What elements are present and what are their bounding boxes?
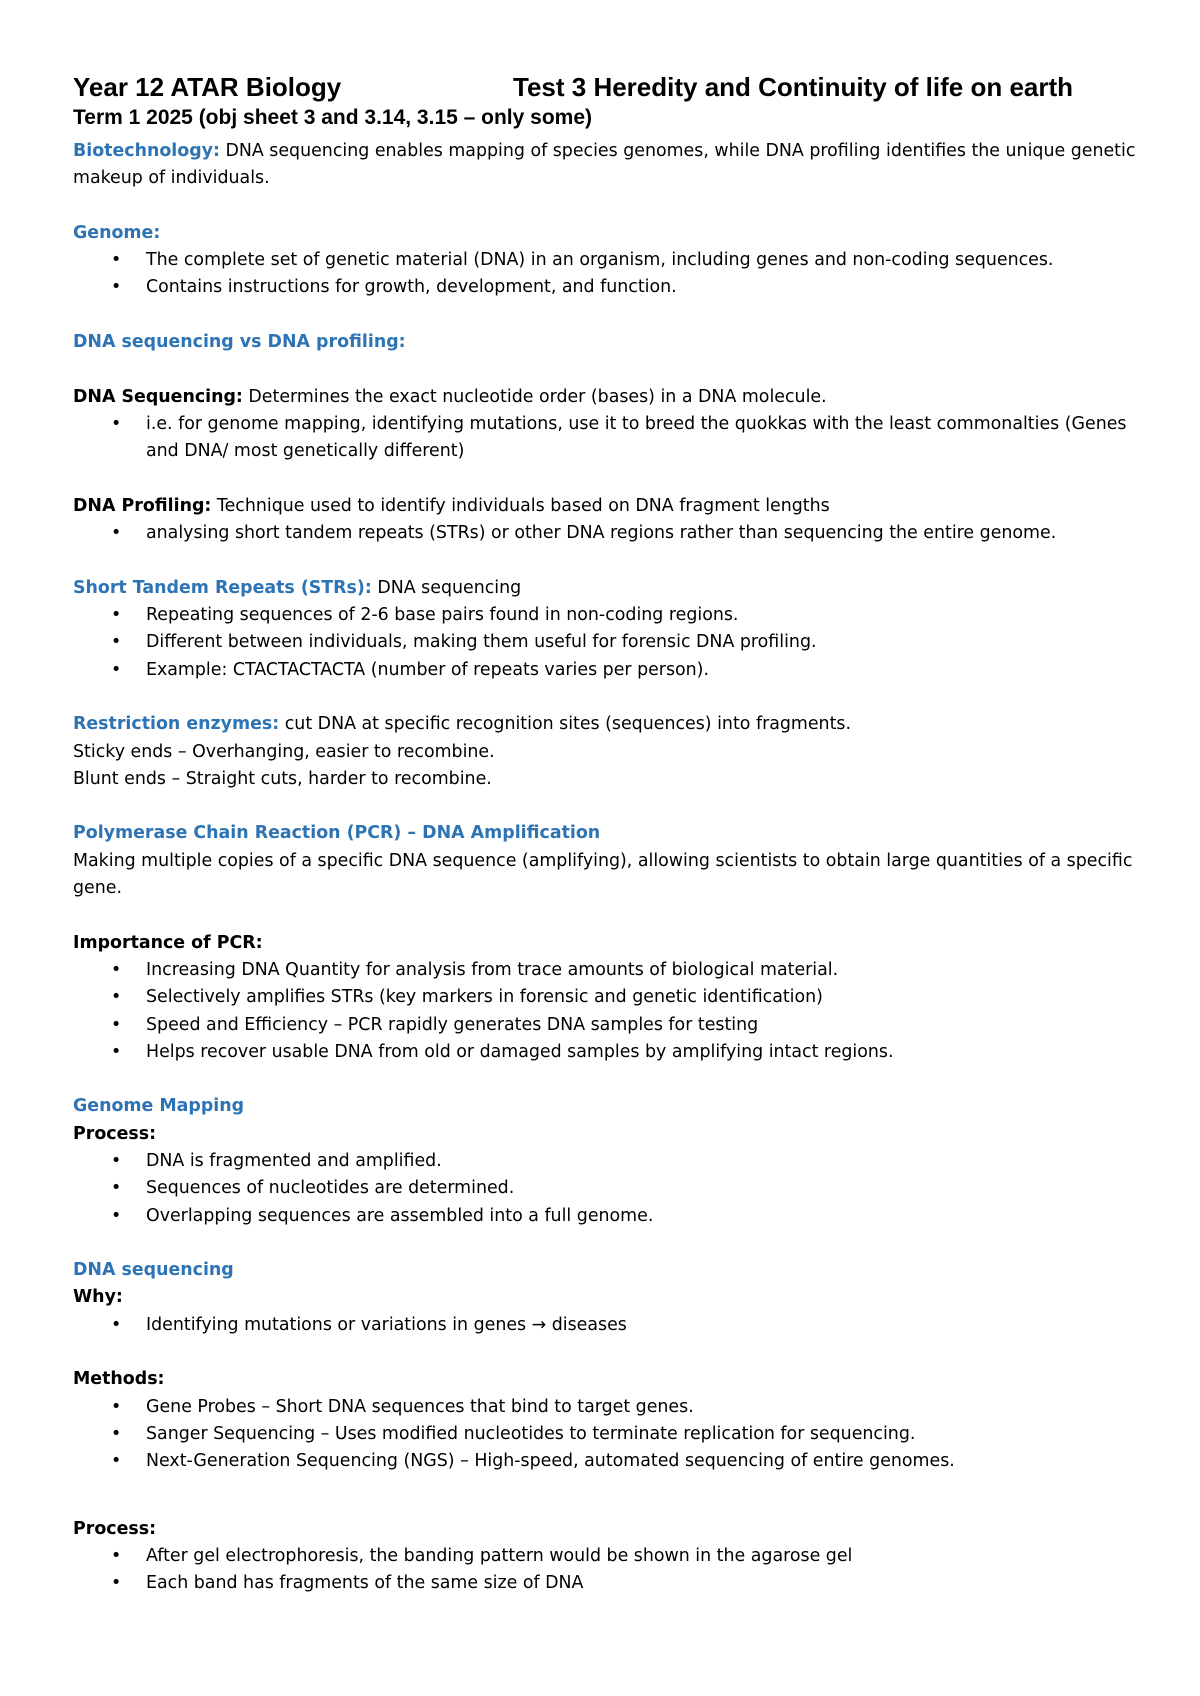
- methods-list: [73, 1394, 1143, 1476]
- pcr-importance-list: [73, 957, 1143, 1066]
- bullet-icon: •: [111, 277, 122, 298]
- list-item-text: Each band has fragments of the same size of DNA: [146, 1573, 584, 1594]
- list-item-text: Identifying mutations or variations in genes → diseases: [146, 1314, 627, 1335]
- list-item: [73, 657, 1143, 684]
- str-text: DNA sequencing: [371, 577, 522, 598]
- dna-profiling-text: Technique used to identify individuals based on DNA fragment lengths: [211, 495, 830, 516]
- dna-profiling-paragraph: [73, 493, 1143, 520]
- list-item: [73, 247, 1143, 274]
- list-item-text: Sequences of nucleotides are determined.: [146, 1178, 515, 1199]
- bullet-icon: •: [111, 605, 122, 626]
- process-list: [73, 1543, 1143, 1598]
- genome-mapping-list: [73, 1148, 1143, 1230]
- list-item: [73, 274, 1143, 301]
- str-paragraph: [73, 575, 1143, 602]
- bullet-icon: •: [111, 413, 122, 434]
- list-item: [73, 1148, 1143, 1175]
- sticky-ends-line: Sticky ends – Overhanging, easier to recombine.: [73, 741, 495, 762]
- bullet-icon: •: [111, 659, 122, 680]
- genome-heading: Genome:: [73, 222, 161, 243]
- course-title: Year 12 ATAR Biology: [73, 72, 342, 102]
- dna-sequencing-list: [73, 411, 1143, 466]
- bullet-icon: •: [111, 959, 122, 980]
- list-item: [73, 411, 1143, 466]
- blunt-ends-line: Blunt ends – Straight cuts, harder to recombine.: [73, 768, 492, 789]
- term-subtitle: Term 1 2025 (obj sheet 3 and 3.14, 3.15 – only some): [73, 106, 593, 129]
- list-item: [73, 984, 1143, 1011]
- bullet-icon: •: [111, 1014, 122, 1035]
- test-title: Test 3 Heredity and Continuity of life on earth: [513, 72, 1074, 102]
- methods-label: Methods:: [73, 1369, 165, 1390]
- seq-vs-prof-heading: DNA sequencing vs DNA profiling:: [73, 332, 406, 353]
- biotech-heading: Biotechnology:: [73, 141, 220, 161]
- list-item: [73, 1175, 1143, 1202]
- bullet-icon: •: [111, 1451, 122, 1472]
- list-item-text: Selectively amplifies STRs (key markers in forensic and genetic identification): [146, 987, 823, 1008]
- genome-mapping-process-label: Process:: [73, 1123, 157, 1144]
- restriction-heading: Restriction enzymes:: [73, 714, 280, 735]
- pcr-importance-label: Importance of PCR:: [73, 932, 263, 953]
- list-item: [73, 629, 1143, 656]
- list-item-text: Sanger Sequencing – Uses modified nucleotides to terminate replication for sequencing.: [146, 1423, 916, 1444]
- process-label: Process:: [73, 1518, 157, 1539]
- biotech-paragraph: [73, 138, 1143, 193]
- bullet-icon: •: [111, 523, 122, 544]
- list-item-text: Speed and Efficiency – PCR rapidly generates DNA samples for testing: [146, 1014, 759, 1035]
- list-item-text: After gel electrophoresis, the banding pattern would be shown in the agarose gel: [146, 1545, 853, 1566]
- list-item: [73, 1570, 1143, 1597]
- str-list: [73, 602, 1143, 684]
- list-item-text: Contains instructions for growth, development, and function.: [146, 277, 677, 298]
- list-item-text: Increasing DNA Quantity for analysis from trace amounts of biological material.: [146, 959, 839, 980]
- list-item-text: Example: CTACTACTACTA (number of repeats varies per person).: [146, 659, 709, 680]
- list-item: [73, 1543, 1143, 1570]
- bullet-icon: •: [111, 1178, 122, 1199]
- why-label: Why:: [73, 1287, 123, 1308]
- bullet-icon: •: [111, 987, 122, 1008]
- bullet-icon: •: [111, 1205, 122, 1226]
- pcr-text: Making multiple copies of a specific DNA sequence (amplifying), allowing scientists to obtain large quantities of a specific gene.: [73, 850, 1133, 899]
- document-body: [73, 138, 1143, 1597]
- bullet-icon: •: [111, 1573, 122, 1594]
- bullet-icon: •: [111, 1423, 122, 1444]
- dna-sequencing-heading: DNA sequencing: [73, 1260, 234, 1281]
- bullet-icon: •: [111, 250, 122, 271]
- bullet-icon: •: [111, 1314, 122, 1335]
- list-item-text: analysing short tandem repeats (STRs) or other DNA regions rather than sequencing the entire genome.: [146, 523, 1057, 544]
- document-title: [73, 70, 1143, 104]
- list-item-text: Gene Probes – Short DNA sequences that bind to target genes.: [146, 1396, 694, 1417]
- dna-profiling-list: [73, 520, 1143, 547]
- list-item-text: i.e. for genome mapping, identifying mutations, use it to breed the quokkas with the least commonalties (Genes and DNA/ most genetically different): [146, 413, 1127, 462]
- dna-profiling-label: DNA Profiling:: [73, 495, 212, 516]
- list-item: [73, 1421, 1143, 1448]
- restriction-text: cut DNA at specific recognition sites (sequences) into fragments.: [279, 714, 851, 735]
- list-item-text: The complete set of genetic material (DNA) in an organism, including genes and non-coding sequences.: [146, 250, 1054, 271]
- list-item: [73, 1448, 1143, 1475]
- list-item: [73, 1039, 1143, 1066]
- document-page: [73, 70, 1143, 1597]
- restriction-paragraph: [73, 711, 1143, 738]
- list-item-text: Different between individuals, making them useful for forensic DNA profiling.: [146, 632, 817, 653]
- list-item: [73, 1312, 1143, 1339]
- dna-sequencing-label: DNA Sequencing:: [73, 386, 243, 407]
- list-item-text: Next-Generation Sequencing (NGS) – High-speed, automated sequencing of entire genomes.: [146, 1451, 955, 1472]
- list-item-text: Repeating sequences of 2-6 base pairs found in non-coding regions.: [146, 605, 739, 626]
- bullet-icon: •: [111, 1545, 122, 1566]
- genome-mapping-heading: Genome Mapping: [73, 1096, 245, 1117]
- list-item: [73, 1203, 1143, 1230]
- list-item: [73, 1012, 1143, 1039]
- biotech-text: DNA sequencing enables mapping of species genomes, while DNA profiling identifies the unique genetic makeup of individuals.: [73, 141, 1136, 189]
- bullet-icon: •: [111, 1396, 122, 1417]
- list-item: [73, 602, 1143, 629]
- list-item: [73, 1394, 1143, 1421]
- list-item-text: Helps recover usable DNA from old or damaged samples by amplifying intact regions.: [146, 1041, 894, 1062]
- bullet-icon: •: [111, 1150, 122, 1171]
- list-item: [73, 520, 1143, 547]
- list-item-text: DNA is fragmented and amplified.: [146, 1150, 442, 1171]
- genome-list: [73, 247, 1143, 302]
- str-heading: Short Tandem Repeats (STRs):: [73, 577, 372, 598]
- list-item-text: Overlapping sequences are assembled into a full genome.: [146, 1205, 654, 1226]
- why-list: [73, 1312, 1143, 1339]
- bullet-icon: •: [111, 1041, 122, 1062]
- dna-sequencing-paragraph: [73, 384, 1143, 411]
- list-item: [73, 957, 1143, 984]
- pcr-heading: Polymerase Chain Reaction (PCR) – DNA Amplification: [73, 823, 601, 844]
- bullet-icon: •: [111, 632, 122, 653]
- dna-sequencing-text: Determines the exact nucleotide order (bases) in a DNA molecule.: [242, 386, 827, 407]
